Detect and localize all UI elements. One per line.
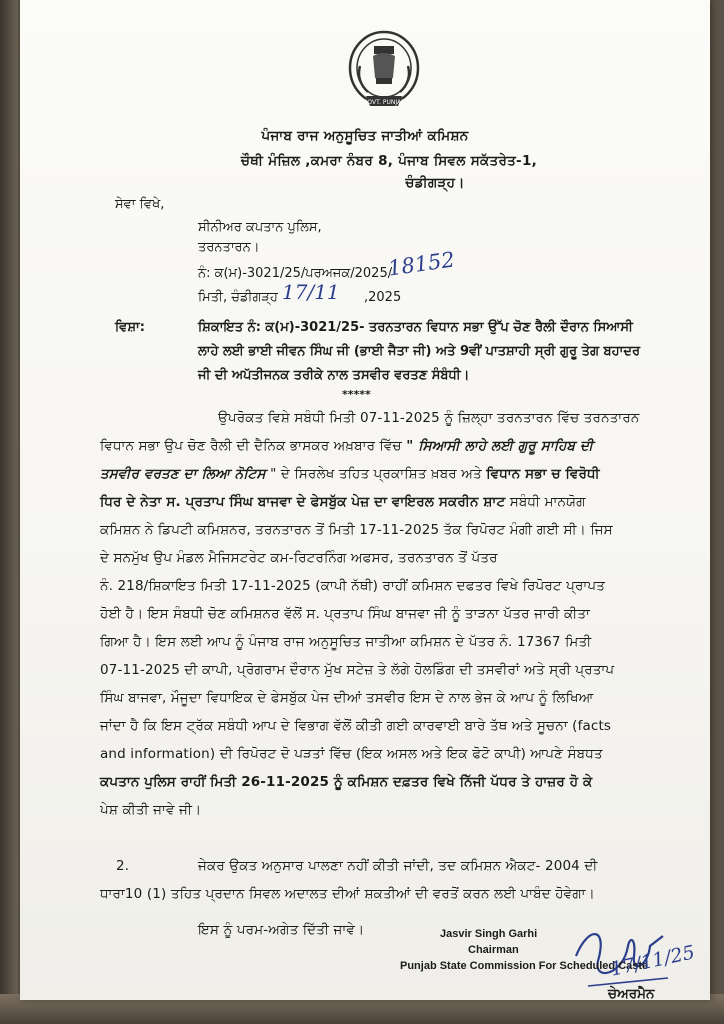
para1-line-1: ਉਪਰੋਕਤ ਵਿਸ਼ੇ ਸਬੰਧੀ ਮਿਤੀ 07-11-2025 ਨੂੰ ਜ਼ਿਲ੍ਹਾ ਤਰਨਤਾਰਨ ਵਿੱਚ ਤਰਨਤਾਰਨ (218, 410, 640, 426)
reference-number (198, 266, 392, 281)
reference-date-suffix: ,2025 (364, 290, 402, 305)
para1-line-11: ਸਿੰਘ ਬਾਜਵਾ, ਮੌਜੂਦਾ ਵਿਧਾਇਕ ਦੇ ਫੇਸਬੁੱਕ ਪੇਜ ਦੀਆਂ ਤਸਵੀਰ ਇਸ ਦੇ ਨਾਲ ਭੇਜ ਕੇ ਆਪ ਨੂੰ ਲਿਖਿਆ (100, 690, 594, 706)
recipient-place: ਤਰਨਤਾਰਨ। (198, 240, 260, 255)
desk-surface-left (0, 0, 18, 1024)
para1-line-12: ਜਾਂਦਾ ਹੈ ਕਿ ਇਸ ਟ੍ਰੱਕ ਸਬੰਧੀ ਆਪ ਦੇ ਵਿਭਾਗ ਵੱਲੋਂ ਕੀਤੀ ਗਈ ਕਾਰਵਾਈ ਬਾਰੇ ਤੱਥ ਅਤੇ ਸੂਚਨਾ (facts (100, 718, 612, 734)
subject-line-3: ਜੀ ਦੀ ਅਪੱਤੀਜਨਕ ਤਰੀਕੇ ਨਾਲ ਤਸਵੀਰ ਵਰਤਣ ਸੰਬੰਧੀ। (198, 368, 470, 383)
para1-line-6: ਦੇ ਸਨਮੁੱਖ ਉਪ ਮੰਡਲ ਮੈਜਿਸਟਰੇਟ ਕਮ-ਰਿਟਰਨਿੰਗ ਅਫਸਰ, ਤਰਨਤਾਰਨ ਤੋਂ ਪੱਤਰ (100, 550, 498, 566)
subject-label: ਵਿਸ਼ਾ: (115, 320, 145, 335)
para1-line-2 (100, 438, 593, 454)
stamp-org: Punjab State Commission For Scheduled Caste (400, 960, 649, 972)
para1-line-15: ਪੇਸ਼ ਕੀਤੀ ਜਾਵੇ ਜੀ। (100, 802, 202, 818)
para1-line-7: ਨੰ. 218/ਸ਼ਿਕਾਇਤ ਮਿਤੀ 17-11-2025 (ਕਾਪੀ ਨੱਥੀ) ਰਾਹੀਂ ਕਮਿਸ਼ਨ ਦਫਤਰ ਵਿਖੇ ਰਿਪੋਰਟ ਪ੍ਰਾਪਤ (100, 578, 605, 594)
subject-line-1: ਸ਼ਿਕਾਇਤ ਨੰ: ਕ(ਮ)-3021/25- ਤਰਨਤਾਰਨ ਵਿਧਾਨ ਸਭਾ ਉੱਪ ਚੋਣ ਰੈਲੀ ਦੌਰਾਨ ਸਿਆਸੀ (198, 320, 633, 335)
org-address: ਚੌਥੀ ਮੰਜ਼ਿਲ ,ਕਮਰਾ ਨੰਬਰ 8, ਪੰਜਾਬ ਸਿਵਲ ਸਕੱਤਰੇਤ-1, (240, 153, 538, 169)
para1-line-14 (100, 774, 592, 790)
para1-line-4a: ਧਿਰ ਦੇ ਨੇਤਾ ਸ. ਪ੍ਰਤਾਪ ਸਿੰਘ ਬਾਜਵਾ ਦੇ ਫੇਸਬੁੱਕ ਪੇਜ਼ ਦਾ ਵਾਇਰਲ ਸਕਰੀਨ ਸ਼ਾਟ (100, 494, 506, 510)
para1-line-3 (100, 466, 600, 482)
para1-line-3c: ਵਿਧਾਨ ਸਭਾ ਚ ਵਿਰੋਧੀ (486, 466, 600, 482)
salutation: ਸੇਵਾ ਵਿਖੇ, (115, 197, 165, 212)
closing-line: ਇਸ ਨੂੰ ਪਰਮ-ਅਗੇਤ ਦਿੱਤੀ ਜਾਵੇ। (198, 922, 365, 938)
stamp-name: Jasvir Singh Garhi (440, 928, 538, 940)
reference-number-prefix: ਨੰ: ਕ(ਮ)-3021/25/ਪਰਅਜਕ/2025/ (198, 266, 393, 281)
para1-line-3b: " ਦੇ ਸਿਰਲੇਖ ਤਹਿਤ ਪ੍ਰਕਾਸ਼ਿਤ ਖ਼ਬਰ ਅਤੇ (270, 466, 482, 482)
reference-number-handwritten: 18152 (386, 247, 457, 281)
para1-line-14a: ਕਪਤਾਨ ਪੁਲਿਸ ਰਾਹੀਂ (100, 774, 206, 790)
para1-line-14b: ਮਿਤੀ 26-11-2025 ਨੂੰ ਕਮਿਸ਼ਨ ਦਫ਼ਤਰ ਵਿਖੇ ਨਿੱਜੀ ਪੱਧਰ ਤੇ ਹਾਜ਼ਰ ਹੋ ਕੇ (210, 774, 593, 790)
para2-line-2: ਧਾਰਾ10 (1) ਤਹਿਤ ਪ੍ਰਦਾਨ ਸਿਵਲ ਅਦਾਲਤ ਦੀਆਂ ਸ਼ਕਤੀਆਂ ਦੀ ਵਰਤੋਂ ਕਰਨ ਲਈ ਪਾਬੰਦ ਹੋਵੇਗਾ। (100, 886, 595, 902)
separator: ***** (342, 388, 371, 401)
para1-line-10: 07-11-2025 ਦੀ ਕਾਪੀ, ਪ੍ਰੋਗਰਾਮ ਦੌਰਾਨ ਮੁੱਖ ਸਟੇਜ਼ ਤੇ ਲੱਗੇ ਹੋਲਡਿੰਗ ਦੀ ਤਸਵੀਰਾਂ ਅਤੇ ਸ੍ਰੀ ਪ੍ਰਤਾਪ (100, 662, 615, 678)
signature-designation: ਚੇਅਰਮੈਨ (608, 986, 655, 1000)
reference-date (198, 290, 278, 305)
letter-page (20, 0, 710, 1000)
org-city: ਚੰਡੀਗੜ੍ਹ। (405, 175, 465, 191)
para1-line-13: and information) ਦੀ ਰਿਪੋਰਟ ਦੋ ਪੜਤਾਂ ਵਿੱਚ (ਇਕ ਅਸਲ ਅਤੇ ਇਕ ਫੋਟੋ ਕਾਪੀ) ਆਪਣੇ ਸੰਬਧਤ (100, 746, 603, 762)
recipient-designation: ਸੀਨੀਅਰ ਕਪਤਾਨ ਪੁਲਿਸ, (198, 220, 322, 235)
para1-line-8: ਹੋਈ ਹੈ। ਇਸ ਸੰਬਧੀ ਚੋਣ ਕਮਿਸ਼ਨਰ ਵੱਲੋਂ ਸ. ਪ੍ਰਤਾਪ ਸਿੰਘ ਬਾਜਵਾ ਜੀ ਨੂੰ ਤਾੜਨਾ ਪੱਤਰ ਜਾਰੀ ਕੀਤਾ (100, 606, 591, 622)
para1-line-4b: ਸਬੰਧੀ ਮਾਨਯੋਗ (509, 494, 586, 510)
para1-headline-end: ਤਸਵੀਰ ਵਰਤਣ ਦਾ ਲਿਆ ਨੋਟਿਸ (100, 466, 266, 482)
punjab-emblem-icon (346, 26, 422, 120)
para2-line-1: ਜੇਕਰ ਉਕਤ ਅਨੁਸਾਰ ਪਾਲਣਾ ਨਹੀਂ ਕੀਤੀ ਜਾਂਦੀ, ਤਦ ਕਮਿਸ਼ਨ ਐਕਟ- 2004 ਦੀ (198, 858, 598, 874)
para1-line-2a: ਵਿਧਾਨ ਸਭਾ ਉਪ ਚੋਣ ਰੈਲੀ ਦੀ ਦੈਨਿਕ ਭਾਸਕਰ ਅਖ਼ਬਾਰ ਵਿੱਚ (100, 438, 402, 454)
stamp-title: Chairman (468, 944, 519, 956)
reference-date-prefix: ਮਿਤੀ, ਚੰਡੀਗੜ੍ਹ (198, 290, 278, 305)
para2-number: 2. (116, 858, 130, 874)
para1-line-9: ਗਿਆ ਹੈ। ਇਸ ਲਈ ਆਪ ਨੂੰ ਪੰਜਾਬ ਰਾਜ ਅਨੁਸੂਚਿਤ ਜਾਤੀਆ ਕਮਿਸ਼ਨ ਦੇ ਪੱਤਰ ਨੰ. 17367 ਮਿਤੀ (100, 634, 592, 650)
org-name: ਪੰਜਾਬ ਰਾਜ ਅਨੁਸੂਚਿਤ ਜਾਤੀਆਂ ਕਮਿਸ਼ਨ (261, 128, 469, 144)
para1-line-4 (100, 494, 586, 510)
reference-date-handwritten: 17/11 (282, 280, 340, 304)
para1-headline-start: " ਸਿਆਸੀ ਲਾਹੇ ਲਈ ਗੁਰੂ ਸਾਹਿਬ ਦੀ (406, 438, 594, 454)
para1-line-5: ਕਮਿਸ਼ਨ ਨੇ ਡਿਪਟੀ ਕਮਿਸ਼ਨਰ, ਤਰਨਤਾਰਨ ਤੋਂ ਮਿਤੀ 17-11-2025 ਤੱਕ ਰਿਪੋਰਟ ਮੰਗੀ ਗਈ ਸੀ। ਜਿਸ (100, 522, 613, 538)
subject-line-2: ਲਾਹੇ ਲਈ ਭਾਈ ਜੀਵਨ ਸਿੰਘ ਜੀ (ਭਾਈ ਜੈਤਾ ਜੀ) ਅਤੇ 9ਵੀਂ ਪਾਤਸ਼ਾਹੀ ਸ੍ਰੀ ਗੁਰੂ ਤੇਗ ਬਹਾਦਰ (198, 344, 641, 359)
emblem-label: GOVT. PUNJAB (362, 99, 406, 106)
signature-date-handwritten: 17/11/25 (608, 941, 697, 981)
